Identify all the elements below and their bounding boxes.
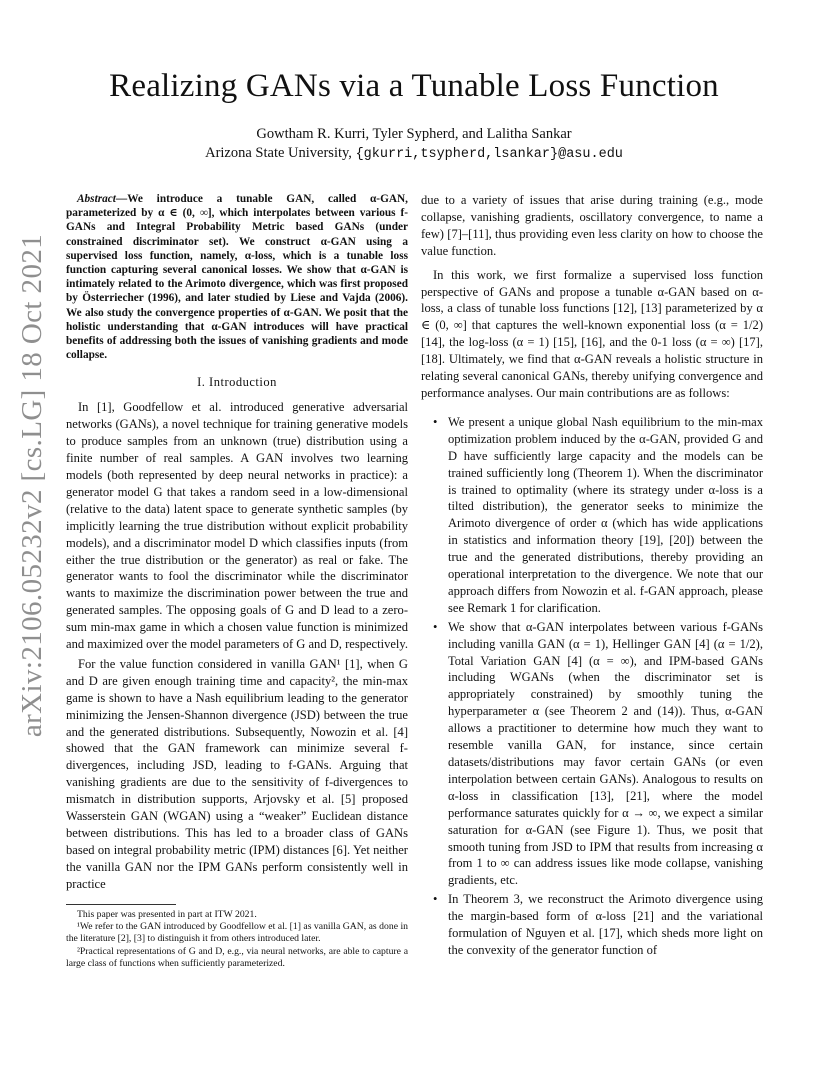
intro-paragraph: For the value function considered in vanilla GAN¹ [1], when G and D are given enough training time and capacity², the min-max game is shown to have a Nash equilibrium leading to the generator minimizing the Jensen-Shannon divergence (JSD) between the true and the generated distributions. Subsequently, Nowozin et al. [4] showed that the GAN framework can minimize several f-divergences, including JSD, leading to f-GANs. Arguing that vanishing gradients are due to the sensitivity of f-divergences to mismatch in distribution supports, Arjovsky et al. [5] proposed Wasserstein GAN (WGAN) using a “weaker” Euclidean distance between distributions. This has led to a broader class of GANs based on integral probability metric (IPM) distances [6]. Yet neither the vanilla GAN nor the IPM GANs perform consistently well in practice (66, 656, 408, 891)
body-paragraph: due to a variety of issues that arise during training (e.g., mode collapse, vanishing gradients, oscillatory convergence, to name a few) [7]–[11], thus providing even less clarity on how to choose the value function. (421, 193, 763, 258)
list-item (421, 414, 763, 617)
list-item (421, 891, 763, 959)
footnote: ²Practical representations of G and D, e.g., via neural networks, are able to capture a large class of functions when sufficiently parameterized. (66, 945, 408, 969)
paper-title: Realizing GANs via a Tunable Loss Function (109, 68, 719, 104)
list-item-text: In Theorem 3, we reconstruct the Arimoto divergence using the margin-based form of α-loss [21] and the variational formulation of Nguyen et al. [17], which sheds more light on the convexity of the generator function of (448, 892, 763, 957)
arxiv-stamp-text: arXiv:2106.05232v2 [cs.LG] 18 Oct 2021 (16, 233, 49, 737)
arxiv-identifier-stamp (12, 233, 54, 737)
bullet-icon: • (433, 619, 438, 634)
intro-paragraph: In [1], Goodfellow et al. introduced generative adversarial networks (GANs), a novel technique for training generative models to produce samples from an unknown (true) distribution using a finite number of real samples. A GAN involves two learning models (both represented by deep neural networks in practice): a generator model G that takes a random seed in a low-dimensional (relative to the data) latent space to generate synthetic samples (by implicitly learning the true distribution without explicit probability models), and a discriminator model D which classifies inputs (from either the true distribution or the generator) as real or fake. The generator wants to fool the discriminator while the discriminator wants to maximize the discrimination power between the true and generated samples. The opposing goals of G and D lead to a zero-sum min-max game in which a chosen value function is minimized and maximized over the model parameters of G and D, respectively. (66, 400, 409, 652)
affiliation-name: Arizona State University, (205, 145, 356, 161)
section-heading-introduction: I. Introduction (197, 375, 277, 390)
list-item (421, 619, 763, 890)
abstract (66, 192, 408, 362)
body-paragraph: In this work, we first formalize a supervised loss function perspective of GANs and propose a tunable α-GAN based on α-loss, a class of tunable loss functions [12], [13] parameterized by α ∈ (0, ∞] that captures the well-known exponential loss (α = 1/2) [14], the log-loss (α = 1) [15], [16], and the 0-1 loss (α = ∞) [17], [18]. Ultimately, we find that α-GAN reveals a holistic structure in relating several canonical GANs, thereby unifying convergence and performance analyses. Our main contributions are as follows: (421, 267, 763, 400)
footnotes (66, 904, 408, 970)
author-emails: {gkurri,tsypherd,lsankar}@asu.edu (355, 147, 623, 162)
left-column (66, 192, 408, 893)
footnote: This paper was presented in part at ITW 2021. (77, 909, 257, 920)
bullet-icon: • (433, 414, 438, 429)
abstract-text: —We introduce a tunable GAN, called α-GAN, parameterized by α ∈ (0, ∞], which interpolates between various f-GANs and Integral Probability Metric based GANs (under constrained discriminator set). We construct α-GAN using a supervised loss function, namely, α-loss, which is a tunable loss function capturing several canonical losses. We show that α-GAN is intimately related to the Arimoto divergence, which was first proposed by Österriecher (1996), and later studied by Liese and Vajda (2006). We also study the convergence properties of α-GAN. We posit that the holistic understanding that α-GAN introduces will have practical benefits of addressing both the issues of vanishing gradients and mode collapse. (66, 193, 408, 362)
affiliation (0, 144, 828, 164)
list-item-text: We present a unique global Nash equilibrium to the min-max optimization problem induced by the α-GAN, provided G and D have sufficiently large capacity and the models can be trained sufficiently long (Theorem 1). When the discriminator is trained to optimality (where its strategy under α-loss is a tilted distribution), the generator seeks to minimize the Arimoto divergence of order α (which has wide applications in statistics and information theory [19], [20]) between the true and the generated distributions, thereby providing an operational interpretation to the divergence. We note that our approach differs from Nowozin et al. f-GAN approach, please see Remark 1 for clarification. (448, 414, 763, 615)
footnote-divider (66, 904, 176, 905)
bullet-icon: • (433, 892, 438, 907)
abstract-label: Abstract (77, 193, 116, 205)
author-list: Gowtham R. Kurri, Tyler Sypherd, and Lalitha Sankar (256, 126, 572, 142)
footnote: ¹We refer to the GAN introduced by Goodfellow et al. [1] as vanilla GAN, as done in the literature [2], [3] to distinguish it from others introduced later. (66, 921, 408, 945)
contribution-list (421, 414, 763, 959)
list-item-text: We show that α-GAN interpolates between various f-GANs including vanilla GAN (α = 1), Hellinger GAN [4] (α = 1/2), Total Variation GAN [4] (α = ∞), and IPM-based GANs including WGANs (when the discriminator set is appropriately constrained) by smoothly tuning the hyperparameter α (see Theorem 2 and (14)). Thus, α-GAN allows a practitioner to determine how much they want to resemble vanilla GAN, for instance, since certain datasets/distributions may favor certain GANs (or even interpolation between certain GANs). Analogous to results on α-loss in classification [13], [21], where the model performance saturates quickly for α → ∞, we expect a similar saturation for α-GAN (see Figure 1). Thus, we posit that smooth tuning from JSD to IPM that results from increasing α from 1 to ∞ can address issues like mode collapse, vanishing gradients, etc. (448, 619, 763, 888)
right-column (421, 192, 763, 961)
